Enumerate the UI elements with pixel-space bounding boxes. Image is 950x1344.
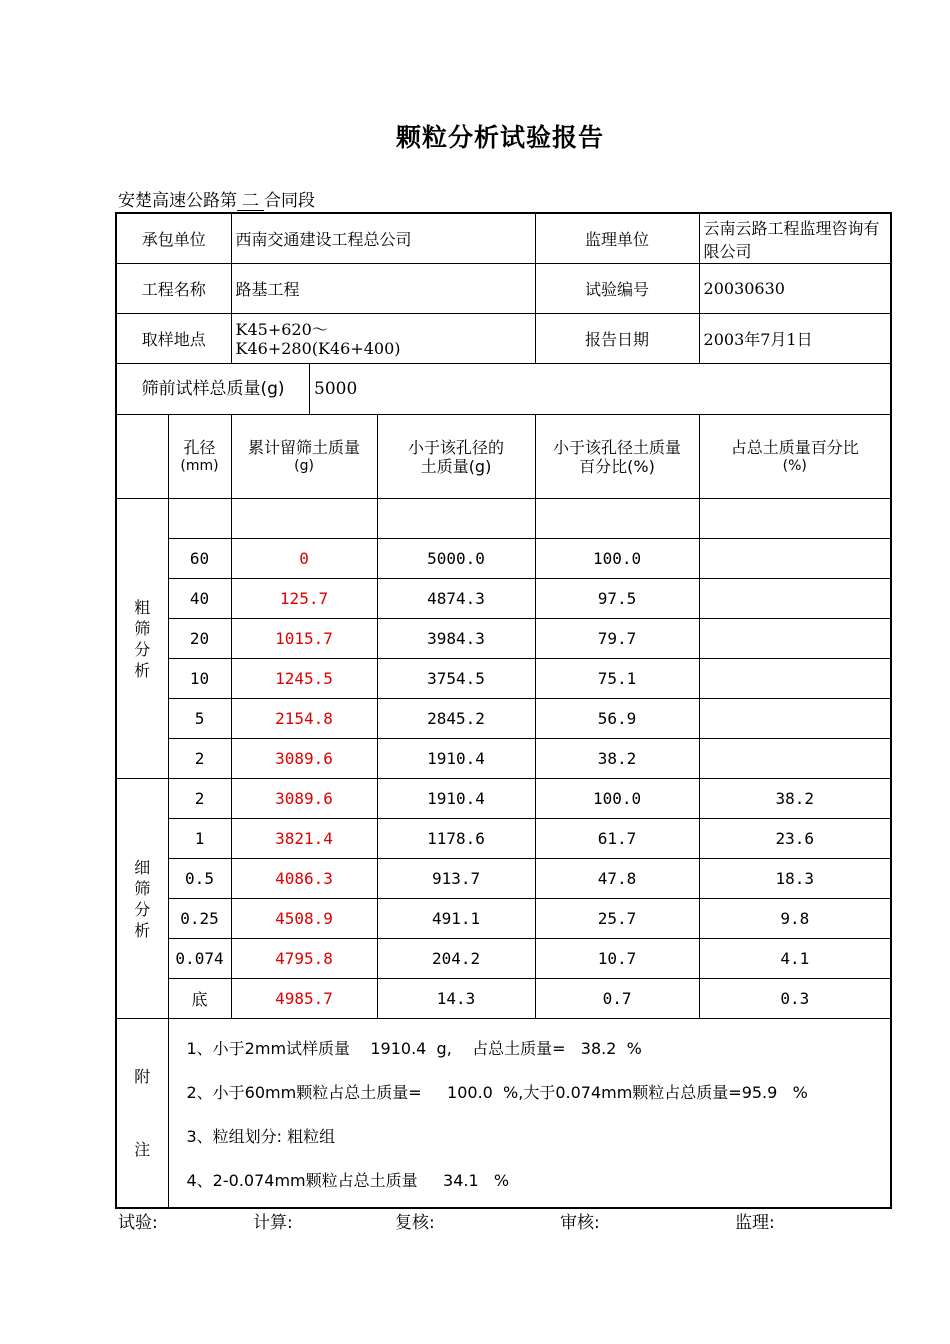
passing-mass-cell: 3754.5 [377, 659, 535, 699]
sieve-size-cell: 10 [168, 659, 231, 699]
total-pct-cell: 38.2 [699, 779, 891, 819]
passing-mass-cell: 913.7 [377, 859, 535, 899]
sign-test: 试验: [118, 1213, 158, 1233]
sieve-size-cell: 20 [168, 619, 231, 659]
total-pct-cell: 4.1 [699, 939, 891, 979]
sieve-size-cell: 40 [168, 579, 231, 619]
total-pct-cell [699, 499, 891, 539]
retained-mass-cell: 4795.8 [231, 939, 377, 979]
table-row [116, 779, 891, 819]
table-row [116, 619, 891, 659]
sieve-size-cell: 0.5 [168, 859, 231, 899]
passing-mass-cell: 14.3 [377, 979, 535, 1019]
note-3: 3、粒组划分: 粗粒组 [186, 1126, 336, 1146]
sieve-size-cell: 2 [168, 739, 231, 779]
contract-suffix: 合同段 [264, 191, 315, 211]
note-1: 1、小于2mm试样质量 1910.4 g, 占总土质量= 38.2 % [186, 1038, 642, 1058]
passing-pct-cell: 100.0 [535, 779, 699, 819]
passing-pct-cell [535, 499, 699, 539]
sieve-size-cell: 60 [168, 539, 231, 579]
table-row [116, 579, 891, 619]
sieve-size-cell [168, 499, 231, 539]
total-pct-cell: 23.6 [699, 819, 891, 859]
table-row [116, 539, 891, 579]
passing-pct-cell: 25.7 [535, 899, 699, 939]
col-passing: 小于该孔径的 土质量(g) [377, 415, 535, 499]
contract-section [118, 186, 315, 211]
retained-mass-cell: 2154.8 [231, 699, 377, 739]
passing-mass-cell [377, 499, 535, 539]
table-row [116, 739, 891, 779]
table-row [116, 939, 891, 979]
sign-supervise: 监理: [735, 1213, 775, 1233]
location-line-2: K46+280(K46+400) [235, 338, 401, 358]
passing-pct-cell: 61.7 [535, 819, 699, 859]
table-row [116, 859, 891, 899]
notes-content [168, 1019, 891, 1209]
contractor-label: 承包单位 [116, 213, 231, 264]
coarse-side-label: 粗 筛 分 析 [116, 499, 168, 779]
supervisor-label: 监理单位 [535, 213, 699, 264]
retained-mass-cell [231, 499, 377, 539]
fine-section [116, 779, 891, 1019]
col-retained: 累计留筛土质量 (g) [231, 415, 377, 499]
test-no-value: 20030630 [699, 264, 891, 314]
sieve-size-cell: 0.25 [168, 899, 231, 939]
table-row [116, 499, 891, 539]
retained-mass-cell: 3089.6 [231, 779, 377, 819]
notes-label: 附 注 [116, 1019, 168, 1209]
total-pct-cell [699, 619, 891, 659]
sieve-size-cell: 5 [168, 699, 231, 739]
passing-pct-cell: 56.9 [535, 699, 699, 739]
table-row [116, 819, 891, 859]
passing-pct-cell: 97.5 [535, 579, 699, 619]
passing-mass-cell: 3984.3 [377, 619, 535, 659]
col-sieve: 孔径 (mm) [168, 415, 231, 499]
passing-mass-cell: 491.1 [377, 899, 535, 939]
passing-pct-cell: 100.0 [535, 539, 699, 579]
sign-review: 复核: [395, 1213, 435, 1233]
passing-pct-cell: 38.2 [535, 739, 699, 779]
passing-mass-cell: 1910.4 [377, 739, 535, 779]
coarse-section [116, 499, 891, 779]
retained-mass-cell: 0 [231, 539, 377, 579]
location-value [231, 314, 535, 364]
retained-mass-cell: 3821.4 [231, 819, 377, 859]
fine-side-label: 细 筛 分 析 [116, 779, 168, 1019]
note-2: 2、小于60mm颗粒占总土质量= 100.0 %,大于0.074mm颗粒占总质量=95.9 % [186, 1082, 808, 1102]
retained-mass-cell: 1245.5 [231, 659, 377, 699]
retained-mass-cell: 4985.7 [231, 979, 377, 1019]
retained-mass-cell: 3089.6 [231, 739, 377, 779]
table-row [116, 899, 891, 939]
passing-mass-cell: 2845.2 [377, 699, 535, 739]
contract-prefix: 安楚高速公路第 [118, 191, 237, 211]
total-mass-label: 筛前试样总质量(g) [117, 364, 310, 414]
passing-pct-cell: 0.7 [535, 979, 699, 1019]
passing-pct-cell: 47.8 [535, 859, 699, 899]
table-row [116, 979, 891, 1019]
project-label: 工程名称 [116, 264, 231, 314]
passing-mass-cell: 5000.0 [377, 539, 535, 579]
total-mass-value: 5000 [314, 379, 358, 399]
total-pct-cell: 18.3 [699, 859, 891, 899]
passing-mass-cell: 204.2 [377, 939, 535, 979]
total-pct-cell [699, 539, 891, 579]
total-pct-cell [699, 659, 891, 699]
note-4: 4、2-0.074mm颗粒占总土质量 34.1 % [186, 1170, 510, 1190]
table-row [116, 659, 891, 699]
header-blank [116, 415, 168, 499]
sign-audit: 审核: [560, 1213, 600, 1233]
total-pct-cell: 0.3 [699, 979, 891, 1019]
col-passing-pct: 小于该孔径土质量 百分比(%) [535, 415, 699, 499]
retained-mass-cell: 1015.7 [231, 619, 377, 659]
test-no-label: 试验编号 [535, 264, 699, 314]
col-total-pct: 占总土质量百分比 (%) [699, 415, 891, 499]
passing-pct-cell: 79.7 [535, 619, 699, 659]
sieve-size-cell: 1 [168, 819, 231, 859]
total-pct-cell: 9.8 [699, 899, 891, 939]
date-value: 2003年7月1日 [699, 314, 891, 364]
total-pct-cell [699, 579, 891, 619]
passing-pct-cell: 10.7 [535, 939, 699, 979]
table-row [116, 699, 891, 739]
retained-mass-cell: 4508.9 [231, 899, 377, 939]
passing-pct-cell: 75.1 [535, 659, 699, 699]
location-label: 取样地点 [116, 314, 231, 364]
passing-mass-cell: 1910.4 [377, 779, 535, 819]
contractor-value: 西南交通建设工程总公司 [231, 213, 535, 264]
total-pct-cell [699, 699, 891, 739]
project-value: 路基工程 [231, 264, 535, 314]
total-mass-row [116, 364, 891, 415]
report-title: 颗粒分析试验报告 [395, 123, 604, 152]
supervisor-value: 云南云路工程监理咨询有限公司 [699, 213, 891, 264]
sieve-size-cell: 2 [168, 779, 231, 819]
date-label: 报告日期 [535, 314, 699, 364]
retained-mass-cell: 4086.3 [231, 859, 377, 899]
sign-calc: 计算: [253, 1213, 293, 1233]
sieve-size-cell: 底 [168, 979, 231, 1019]
total-pct-cell [699, 739, 891, 779]
report-table [115, 212, 892, 1209]
retained-mass-cell: 125.7 [231, 579, 377, 619]
passing-mass-cell: 1178.6 [377, 819, 535, 859]
sieve-size-cell: 0.074 [168, 939, 231, 979]
passing-mass-cell: 4874.3 [377, 579, 535, 619]
location-line-1: K45+620～ [235, 319, 328, 339]
contract-number: 二 [237, 192, 264, 211]
